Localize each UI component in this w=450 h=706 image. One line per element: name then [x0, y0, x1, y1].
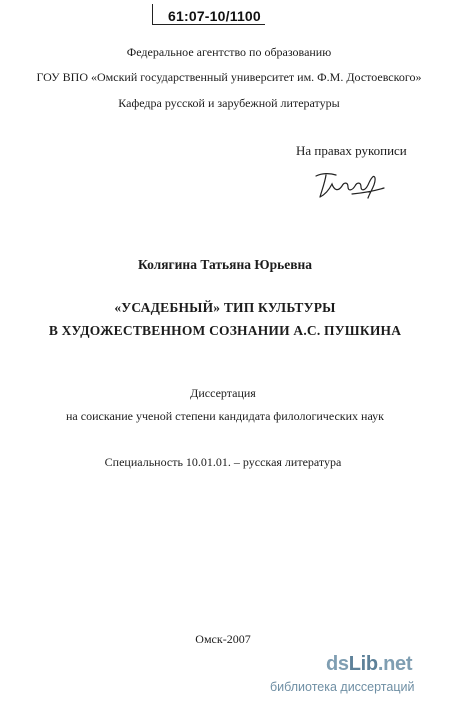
dslib-logo: dsLib.net [326, 653, 413, 675]
stamp-number: 61:07-10/1100 [168, 8, 261, 24]
specialty-line: Специальность 10.01.01. – русская литература [104, 455, 342, 469]
dslib-watermark [268, 653, 444, 703]
city-year: Омск-2007 [195, 632, 251, 646]
work-type: Диссертация [190, 386, 256, 400]
rights-notice: На правах рукописи [296, 143, 407, 158]
dslib-tagline: библиотека диссертаций [270, 680, 415, 694]
handwritten-signature [312, 164, 388, 204]
degree-line: на соискание ученой степени кандидата филологических наук [66, 409, 384, 423]
department-name: Кафедра русской и зарубежной литературы [118, 96, 340, 110]
thesis-title-line-2: В ХУДОЖЕСТВЕННОМ СОЗНАНИИ А.С. ПУШКИНА [48, 323, 402, 338]
author-name: Колягина Татьяна Юрьевна [137, 257, 313, 272]
agency-name: Федеральное агентство по образованию [126, 45, 332, 59]
thesis-title-line-1: «УСАДЕБНЫЙ» ТИП КУЛЬТУРЫ [114, 300, 336, 315]
university-name: ГОУ ВПО «Омский государственный университет им. Ф.М. Достоевского» [36, 70, 422, 84]
